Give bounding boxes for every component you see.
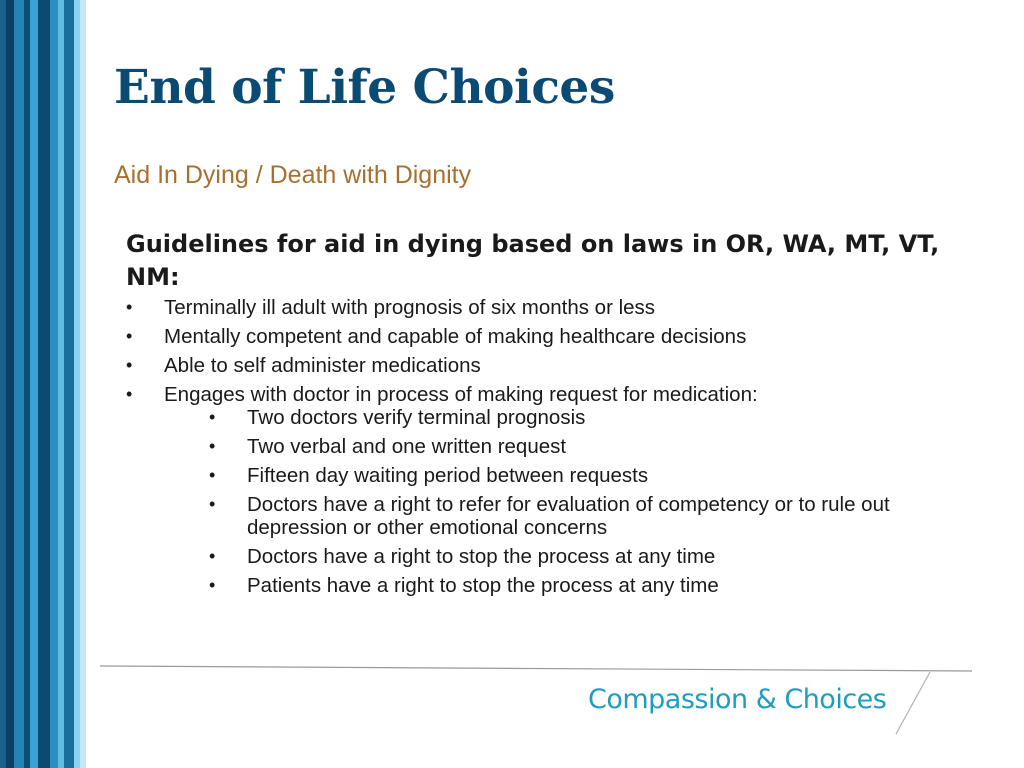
list-item [126,383,966,597]
bullet-icon: • [126,297,133,317]
sub-list-item [126,406,966,429]
stripe [38,0,50,768]
sub-list-item [126,464,966,487]
stripe [80,0,86,768]
slide-title: End of Life Choices [114,60,615,115]
stripe [6,0,14,768]
bullet-icon: • [209,436,216,456]
bullet-icon: • [126,384,133,404]
guidelines-heading: Guidelines for aid in dying based on laws in OR, WA, MT, VT, NM: [126,230,940,291]
sub-list-item-text: Patients have a right to stop the process at any time [247,574,719,597]
bullet-icon: • [126,355,133,375]
sub-list-item-text: Doctors have a right to stop the process at any time [247,545,716,568]
list-item-text: Mentally competent and capable of making healthcare decisions [164,325,747,348]
footer-divider-line [100,666,972,671]
list-item-text: Terminally ill adult with prognosis of six months or less [164,296,656,319]
guidelines-list [126,296,966,597]
bullet-icon: • [209,407,216,427]
list-item-text: Engages with doctor in process of making request for medication: [164,383,758,406]
list-item [126,325,966,348]
sub-list-item-text: Two doctors verify terminal prognosis [247,406,586,429]
sub-list-item [126,493,966,539]
stripe [64,0,74,768]
decorative-stripes [0,0,86,768]
list-item [126,354,966,377]
list-item-text: Able to self administer medications [164,354,481,377]
sub-list-item-text: Two verbal and one written request [247,435,567,458]
stripe [30,0,38,768]
bullet-icon: • [126,326,133,346]
brand-logo-text: Compassion & Choices [588,684,887,715]
bullet-icon: • [209,465,216,485]
bullet-icon: • [209,546,216,566]
sub-list-item [126,435,966,458]
stripe [50,0,58,768]
sub-list-item-text: Doctors have a right to refer for evaluation of competency or to rule out depression or other emotional concerns [247,493,890,539]
request-process-list [126,406,966,597]
stripe [14,0,24,768]
slide-content [126,228,966,603]
footer-slash-line [896,672,930,734]
bullet-icon: • [209,575,216,595]
slide-subtitle: Aid In Dying / Death with Dignity [114,161,472,189]
bullet-icon: • [209,494,216,514]
sub-list-item-text: Fifteen day waiting period between requests [247,464,649,487]
sub-list-item [126,574,966,597]
list-item [126,296,966,319]
sub-list-item [126,545,966,568]
